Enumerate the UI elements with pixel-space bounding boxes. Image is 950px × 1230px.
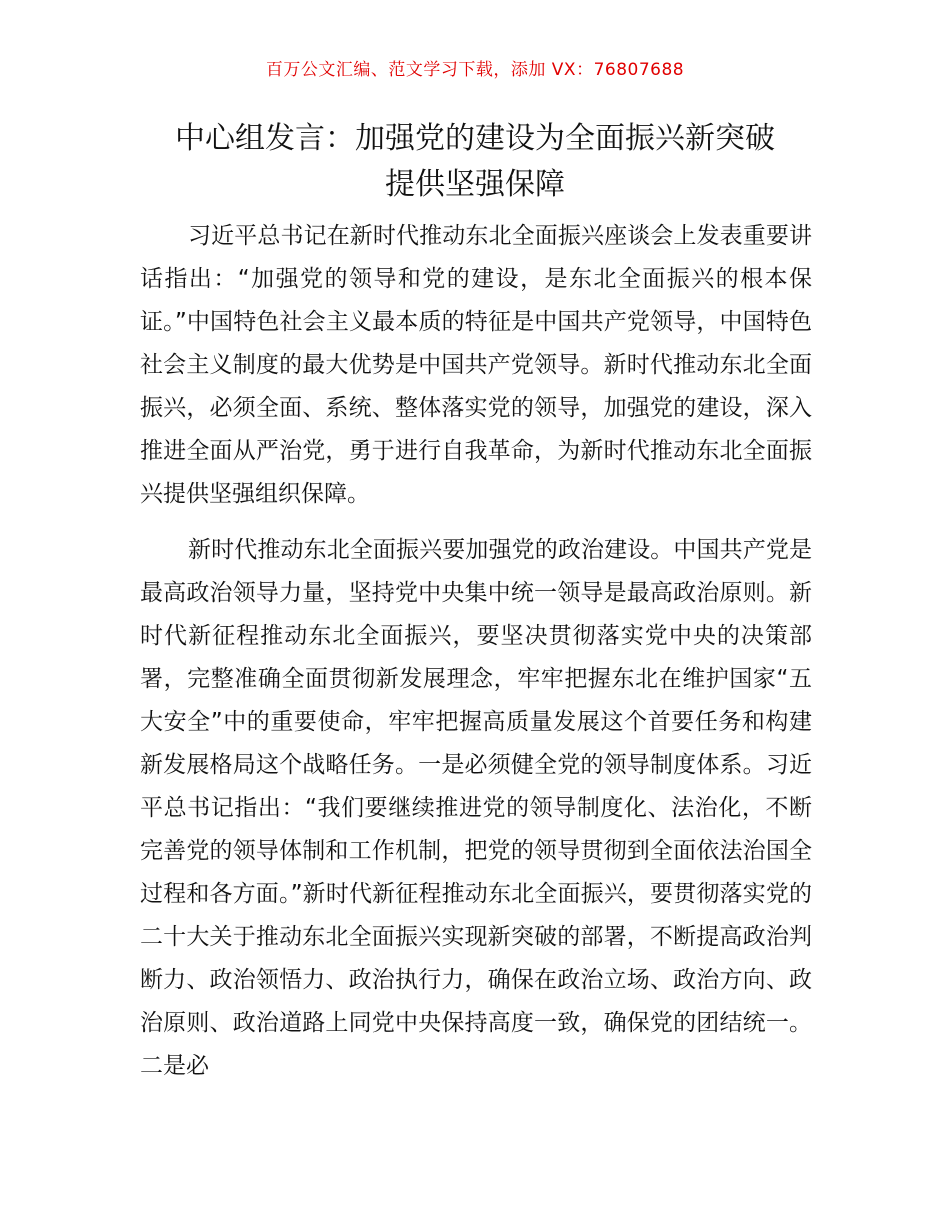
paragraph: 新时代推动东北全面振兴要加强党的政治建设。中国共产党是最高政治领导力量，坚持党中央集中统一领导是最高政治原则。新时代新征程推动东北全面振兴，要坚决贯彻落实党中央的决策部署，完整准确全面贯彻新发展理念，牢牢把握东北在维护国家“五大安全”中的重要使命，牢牢把握高质量发展这个首要任务和构建新发展格局这个战略任务。一是必须健全党的领导制度体系。习近平总书记指出：“我们要继续推进党的领导制度化、法治化，不断完善党的领导体制和工作机制，把党的领导贯彻到全面依法治国全过程和各方面。”新时代新征程推动东北全面振兴，要贯彻落实党的二十大关于推动东北全面振兴实现新突破的部署，不断提高政治判断力、政治领悟力、政治执行力，确保在政治立场、政治方向、政治原则、政治道路上同党中央保持高度一致，确保党的团结统一。二是必	[140, 537, 812, 1079]
document-body	[140, 215, 812, 1101]
document-title	[120, 116, 830, 208]
title-line-2: 提供坚强保障	[385, 167, 565, 202]
header-watermark-text: 百万公文汇编、范文学习下载，添加 VX：76807688	[265, 60, 685, 80]
title-line-1: 中心组发言：加强党的建设为全面振兴新突破	[175, 121, 775, 156]
paragraph: 习近平总书记在新时代推动东北全面振兴座谈会上发表重要讲话指出：“加强党的领导和党的建设，是东北全面振兴的根本保证。”中国特色社会主义最本质的特征是中国共产党领导，中国特色社会主义制度的最大优势是中国共产党领导。新时代推动东北全面振兴，必须全面、系统、整体落实党的领导，加强党的建设，深入推进全面从严治党，勇于进行自我革命，为新时代推动东北全面振兴提供坚强组织保障。	[140, 223, 812, 507]
